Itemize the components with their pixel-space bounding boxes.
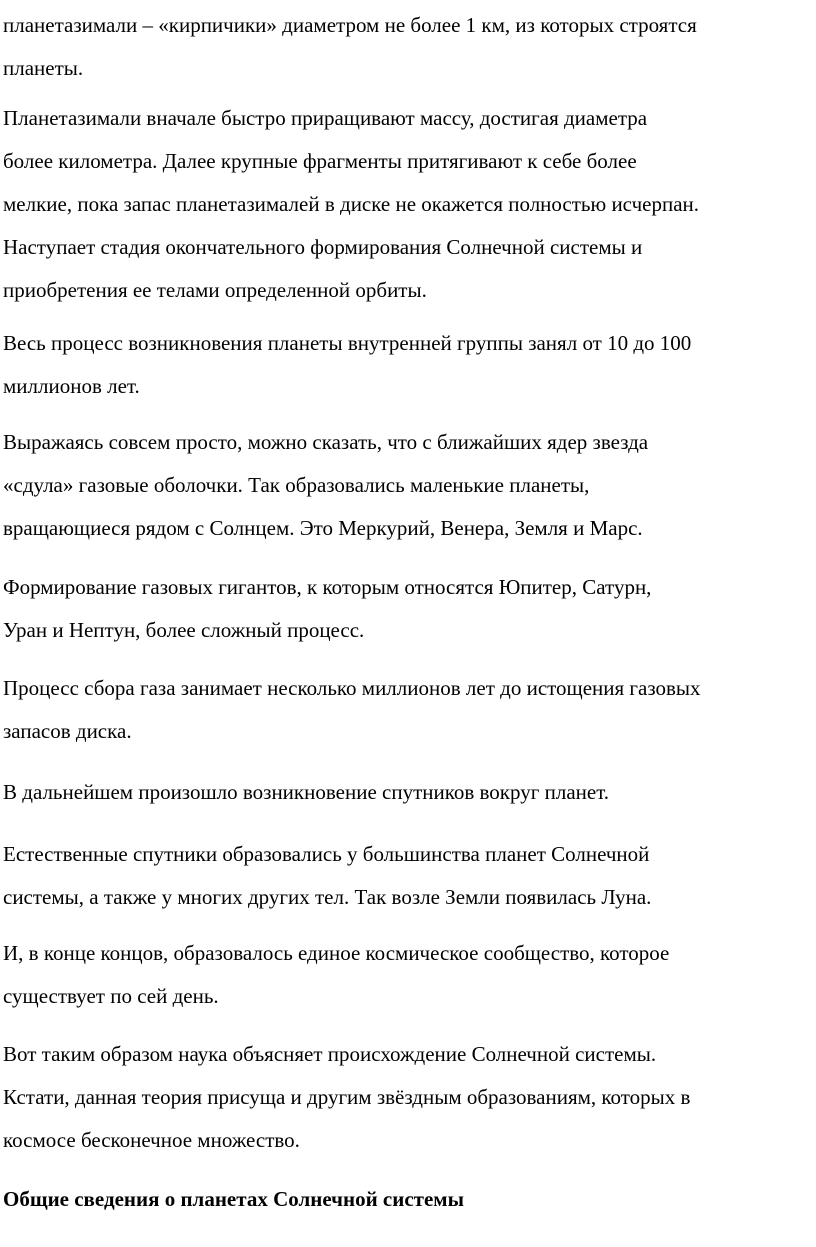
paragraph-planetesimals-growth	[3, 97, 815, 312]
text-line: Планетазимали вначале быстро приращивают массу, достигая диаметра	[3, 106, 648, 130]
text-line: В дальнейшем произошло возникновение спутников вокруг планет.	[3, 780, 610, 804]
section-heading-text: Общие сведения о планетах Солнечной системы	[3, 1187, 465, 1211]
text-line: Кстати, данная теория присуща и другим звёздным образованиям, которых в	[3, 1085, 691, 1109]
paragraph-natural-satellites	[3, 833, 815, 919]
text-line: планеты.	[3, 56, 84, 80]
text-line: запасов диска.	[3, 719, 132, 743]
paragraph-satellites-origin	[3, 771, 815, 814]
paragraph-cosmic-community	[3, 932, 815, 1018]
paragraph-inner-planets-duration	[3, 322, 815, 408]
paragraph-gas-giants	[3, 566, 815, 652]
text-line: Процесс сбора газа занимает несколько миллионов лет до истощения газовых	[3, 676, 701, 700]
text-line: Формирование газовых гигантов, к которым относятся Юпитер, Сатурн,	[3, 575, 652, 599]
text-line: миллионов лет.	[3, 374, 140, 398]
paragraph-conclusion	[3, 1033, 815, 1162]
text-line: вращающиеся рядом с Солнцем. Это Меркурий, Венера, Земля и Марс.	[3, 516, 643, 540]
text-line: Наступает стадия окончательного формирования Солнечной системы и	[3, 235, 643, 259]
text-line: Уран и Нептун, более сложный процесс.	[3, 618, 365, 642]
text-line: космосе бесконечное множество.	[3, 1128, 300, 1152]
paragraph-planetesimals-intro	[3, 4, 815, 90]
text-line: Весь процесс возникновения планеты внутренней группы занял от 10 до 100	[3, 331, 692, 355]
text-line: Естественные спутники образовались у большинства планет Солнечной	[3, 842, 650, 866]
text-line: существует по сей день.	[3, 984, 219, 1008]
text-line: И, в конце концов, образовалось единое космическое сообщество, которое	[3, 941, 670, 965]
text-line: планетазимали – «кирпичики» диаметром не более 1 км, из которых строятся	[3, 13, 697, 37]
text-line: Выражаясь совсем просто, можно сказать, что с ближайших ядер звезда	[3, 430, 649, 454]
text-line: Вот таким образом наука объясняет происхождение Солнечной системы.	[3, 1042, 657, 1066]
text-line: «сдула» газовые оболочки. Так образовались маленькие планеты,	[3, 473, 590, 497]
section-heading	[3, 1178, 815, 1221]
paragraph-terrestrial-planets	[3, 421, 815, 550]
text-line: более километра. Далее крупные фрагменты притягивают к себе более	[3, 149, 637, 173]
text-line: мелкие, пока запас планетазималей в диске не окажется полностью исчерпан.	[3, 192, 700, 216]
text-line: приобретения ее телами определенной орбиты.	[3, 278, 427, 302]
paragraph-gas-accretion	[3, 667, 815, 753]
text-line: системы, а также у многих других тел. Так возле Земли появилась Луна.	[3, 885, 652, 909]
